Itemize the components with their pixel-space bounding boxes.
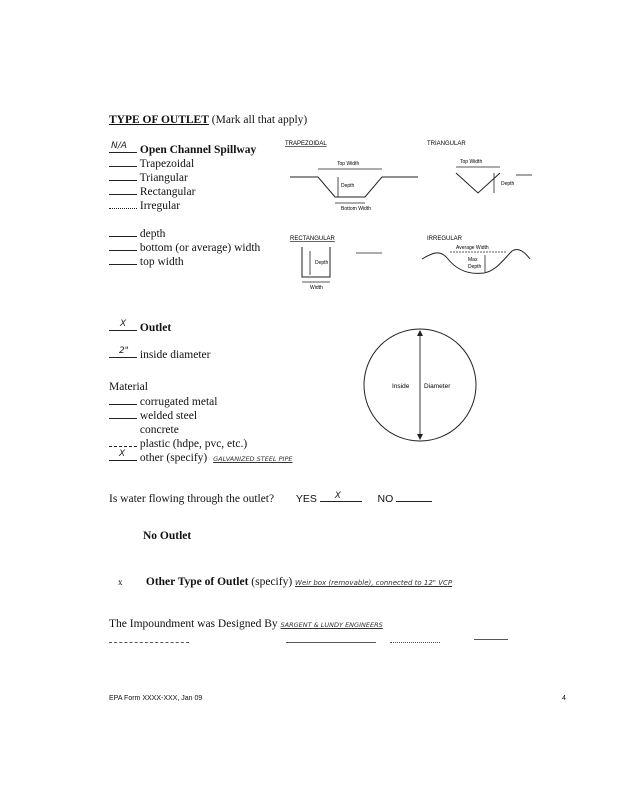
form-footer: EPA Form XXXX-XXX, Jan 09: [109, 695, 203, 702]
flow-no-label: NO: [377, 493, 394, 505]
section-header: [109, 113, 307, 127]
material-concrete-checkbox[interactable]: [109, 422, 137, 433]
section-instruction: (Mark all that apply): [211, 114, 308, 126]
flow-question: Is water flowing through the outlet?: [109, 493, 275, 505]
material-other-row: [109, 450, 292, 466]
trapezoidal-depth-label: Depth: [341, 183, 355, 189]
trapezoidal-top-label: Top Width: [337, 161, 360, 167]
material-other-specify[interactable]: GALVANIZED STEEL PIPE: [213, 455, 293, 463]
material-plastic-row: [109, 436, 247, 451]
shape-rectangular-checkbox[interactable]: [109, 184, 137, 195]
flow-no-field[interactable]: [396, 491, 432, 502]
designer-continuation-line-4[interactable]: [474, 639, 508, 640]
pipe-diameter-label: Diameter: [424, 383, 451, 390]
page-number: 4: [562, 695, 566, 702]
material-plastic-label: plastic (hdpe, pvc, etc.): [139, 438, 248, 450]
outlet-checkbox[interactable]: [109, 320, 137, 331]
outlet-diameter-field[interactable]: [109, 347, 137, 358]
open-channel-answer: N/A: [111, 141, 127, 151]
shape-irregular-row: [109, 198, 180, 213]
dim-top-width-checkbox[interactable]: [109, 254, 137, 265]
trapezoidal-bottom-label: Bottom Width: [341, 206, 372, 212]
other-outlet-specify-label: (specify): [251, 576, 293, 588]
pipe-diameter-diagram: [358, 325, 484, 445]
rectangular-depth-label: Depth: [315, 260, 329, 266]
pipe-inside-label: Inside: [392, 383, 410, 390]
shape-trapezoidal-row: [109, 156, 194, 171]
designer-answer[interactable]: SARGENT & LUNDY ENGINEERS: [280, 621, 383, 629]
irregular-avg-label: Average Width: [456, 245, 489, 251]
flow-yes-label: YES: [295, 493, 317, 505]
open-channel-row: [109, 142, 256, 157]
material-corrugated-checkbox[interactable]: [109, 394, 137, 405]
dim-top-width-row: [109, 254, 184, 269]
flow-yes-field[interactable]: [320, 491, 362, 502]
designer-label: The Impoundment was Designed By: [109, 618, 278, 630]
outlet-diameter-label: inside diameter: [139, 349, 211, 361]
open-channel-checkbox[interactable]: [109, 142, 137, 153]
pipe-arrow-bottom: [417, 434, 423, 440]
material-welded-row: [109, 408, 197, 423]
material-other-label: other (specify): [139, 452, 208, 464]
outlet-row: [109, 320, 171, 335]
material-welded-label: welded steel: [139, 410, 198, 422]
outlet-label: Outlet: [139, 322, 172, 334]
other-outlet-label: Other Type of Outlet: [145, 576, 249, 588]
shape-trapezoidal-label: Trapezoidal: [139, 158, 195, 170]
dim-bottom-width-checkbox[interactable]: [109, 240, 137, 251]
triangular-title: TRIANGULAR: [427, 141, 466, 147]
rectangular-title: RECTANGULAR: [290, 236, 335, 242]
triangular-top-label: Top Width: [460, 159, 483, 165]
rectangular-width-label: Width: [310, 285, 323, 291]
shape-trapezoidal-checkbox[interactable]: [109, 156, 137, 167]
shape-irregular-checkbox[interactable]: [109, 198, 137, 209]
outlet-diameter-answer: 2": [119, 346, 129, 356]
designer-continuation-line-2[interactable]: [286, 642, 376, 643]
material-other-answer: X: [119, 449, 126, 459]
material-corrugated-row: [109, 394, 217, 409]
material-concrete-label: concrete: [139, 424, 179, 436]
shape-rectangular-label: Rectangular: [139, 186, 196, 198]
shape-irregular-label: Irregular: [139, 200, 181, 212]
dim-depth-label: depth: [139, 228, 166, 240]
material-other-checkbox[interactable]: [109, 450, 137, 461]
channel-diagrams: [280, 135, 540, 295]
dim-bottom-width-row: [109, 240, 260, 255]
outlet-answer: X: [120, 319, 127, 329]
no-outlet-label: No Outlet: [143, 530, 192, 542]
dim-top-width-label: top width: [139, 256, 184, 268]
open-channel-label: Open Channel Spillway: [139, 144, 257, 156]
triangular-depth-label: Depth: [501, 181, 515, 187]
shape-triangular-row: [109, 170, 188, 185]
other-outlet-specify-answer[interactable]: Weir box (removable), connected to 12" VCP: [295, 579, 453, 587]
dim-depth-checkbox[interactable]: [109, 226, 137, 237]
shape-triangular-label: Triangular: [139, 172, 188, 184]
shape-triangular-checkbox[interactable]: [109, 170, 137, 181]
designer-row: [109, 617, 383, 632]
designer-continuation-line-1[interactable]: [109, 642, 189, 643]
pipe-arrow-top: [417, 330, 423, 336]
flow-yes-answer: X: [334, 491, 341, 501]
flow-question-row: [109, 491, 432, 506]
section-title: TYPE OF OUTLET: [109, 114, 209, 126]
material-concrete-row: [109, 422, 179, 437]
material-plastic-checkbox[interactable]: [109, 436, 137, 447]
other-outlet-answer[interactable]: x: [118, 577, 123, 587]
irregular-title: IRREGULAR: [427, 236, 463, 242]
irregular-depth-label: Depth: [468, 264, 482, 270]
triangular-shape: [456, 173, 500, 193]
material-corrugated-label: corrugated metal: [139, 396, 218, 408]
designer-continuation-line-3[interactable]: [390, 642, 440, 643]
other-outlet-row: [118, 575, 452, 590]
outlet-diameter-row: [109, 347, 210, 362]
dim-bottom-width-label: bottom (or average) width: [139, 242, 261, 254]
trapezoidal-title: TRAPEZOIDAL: [285, 141, 327, 147]
material-label: Material: [109, 381, 148, 393]
irregular-max-label: Max: [468, 257, 478, 263]
shape-rectangular-row: [109, 184, 195, 199]
material-welded-checkbox[interactable]: [109, 408, 137, 419]
dim-depth-row: [109, 226, 165, 241]
